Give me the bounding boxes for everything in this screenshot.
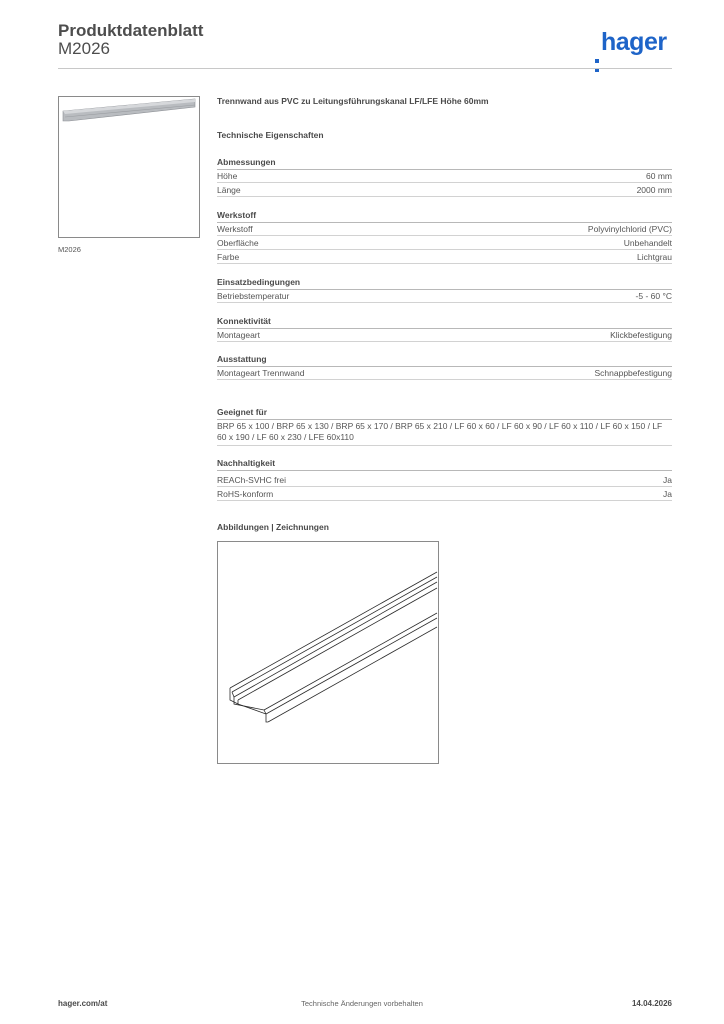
group-title-connectivity: Konnektivität	[217, 316, 672, 329]
spec-value: Klickbefestigung	[610, 330, 672, 340]
spec-key: Länge	[217, 185, 241, 195]
hager-logo[interactable]	[595, 27, 667, 57]
spec-value: Schnappbefestigung	[594, 368, 672, 378]
group-title-material: Werkstoff	[217, 210, 672, 223]
spec-key: RoHS-konform	[217, 489, 274, 499]
header-divider	[58, 68, 672, 69]
spec-value: 60 mm	[646, 171, 672, 181]
group-title-suitable-for: Geeignet für	[217, 407, 672, 420]
thumbnail-caption: M2026	[58, 245, 81, 254]
group-title-dimensions: Abmessungen	[217, 157, 672, 170]
technical-properties-heading: Technische Eigenschaften	[217, 130, 324, 140]
article-number: M2026	[58, 39, 110, 58]
illustrations-heading: Abbildungen | Zeichnungen	[217, 522, 329, 532]
spec-value: Ja	[663, 475, 672, 485]
spec-value: Unbehandelt	[623, 238, 672, 248]
spec-key: Montageart	[217, 330, 260, 340]
spec-value: -5 - 60 °C	[635, 291, 672, 301]
spec-key: Montageart Trennwand	[217, 368, 305, 378]
spec-value: Ja	[663, 489, 672, 499]
footer-disclaimer: Technische Änderungen vorbehalten	[301, 999, 423, 1008]
spec-key: Oberfläche	[217, 238, 259, 248]
spec-row	[217, 289, 672, 303]
group-title-conditions: Einsatzbedingungen	[217, 277, 672, 290]
spec-key: Werkstoff	[217, 224, 253, 234]
spec-row	[217, 328, 672, 342]
spec-row	[217, 169, 672, 183]
technical-drawing	[217, 541, 439, 764]
spec-row	[217, 473, 672, 487]
spec-row	[217, 183, 672, 197]
spec-row	[217, 366, 672, 380]
footer-date: 14.04.2026	[631, 999, 672, 1008]
product-title: Trennwand aus PVC zu Leitungsführungskanal LF/LFE Höhe 60mm	[217, 96, 489, 106]
footer-website-link[interactable]: hager.com/at	[58, 999, 108, 1008]
spec-key: Betriebstemperatur	[217, 291, 290, 301]
spec-row	[217, 487, 672, 501]
product-thumbnail	[58, 96, 200, 238]
spec-row	[217, 250, 672, 264]
spec-value: Polyvinylchlorid (PVC)	[587, 224, 672, 234]
document-title: Produktdatenblatt	[58, 21, 204, 40]
group-title-sustainability: Nachhaltigkeit	[217, 458, 672, 471]
spec-key: Höhe	[217, 171, 238, 181]
spec-value: Lichtgrau	[637, 252, 672, 262]
suitable-for-list: BRP 65 x 100 / BRP 65 x 130 / BRP 65 x 170 / BRP 65 x 210 / LF 60 x 60 / LF 60 x 90 / LF 60 x 110 / LF 60 x 150 / LF 60 x 190 / LF 60 x 230 / LFE 60x110	[217, 419, 672, 446]
partition-drawing-icon	[218, 542, 438, 763]
partition-thumbnail-icon	[59, 97, 199, 237]
spec-key: Farbe	[217, 252, 240, 262]
spec-row	[217, 236, 672, 250]
spec-key: REACh-SVHC frei	[217, 475, 286, 485]
logo-text: hager	[601, 28, 667, 56]
group-title-equipment: Ausstattung	[217, 354, 672, 367]
spec-row	[217, 222, 672, 236]
spec-value: 2000 mm	[636, 185, 672, 195]
